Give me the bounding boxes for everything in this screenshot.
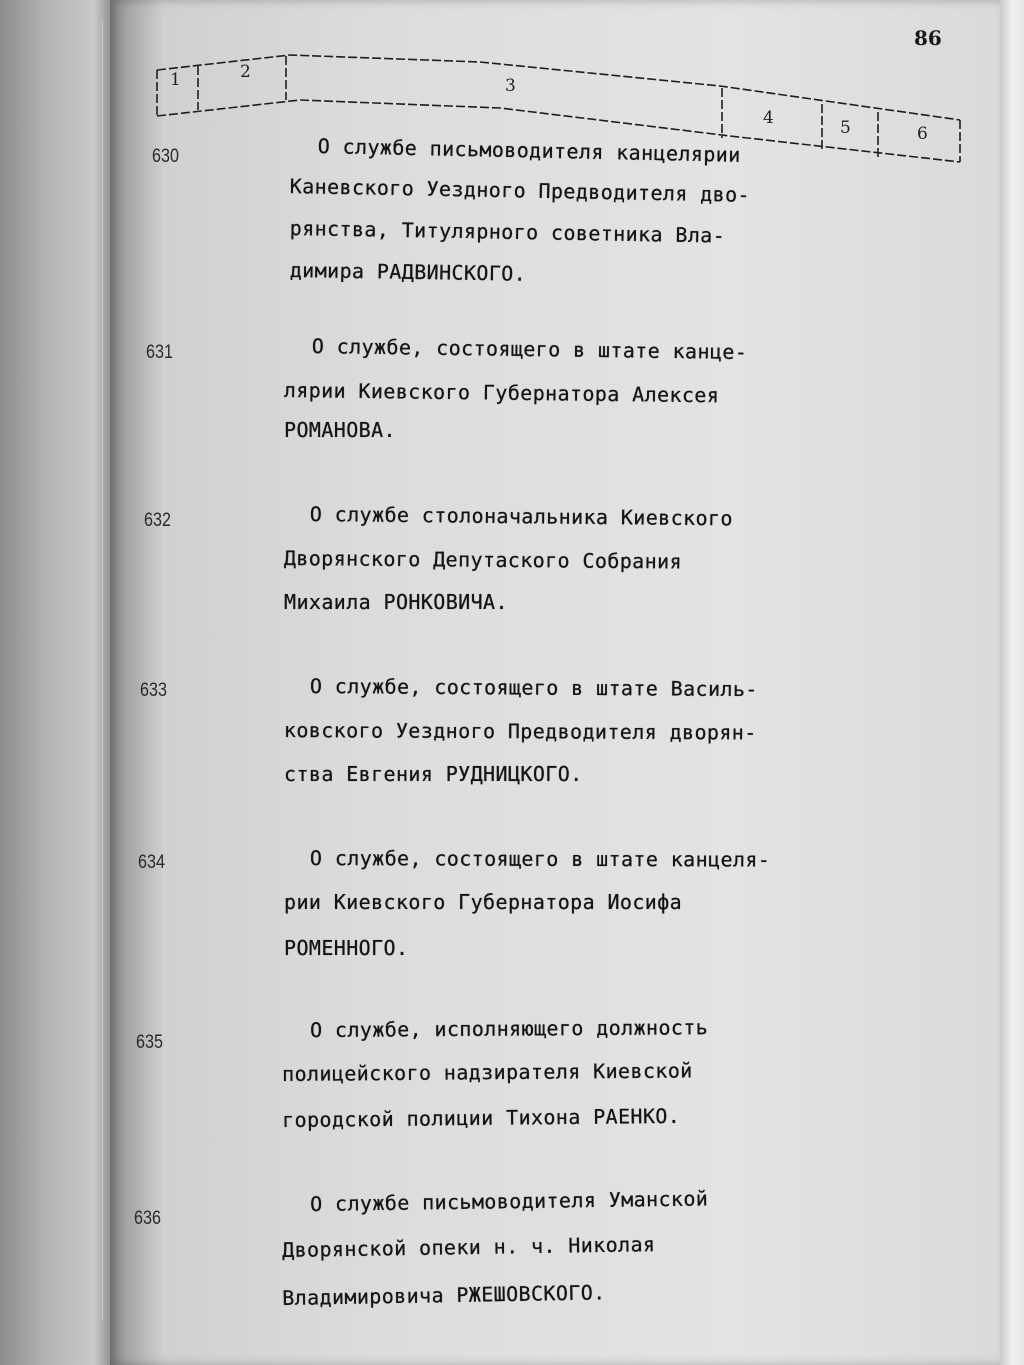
column-label-5: 5 [840, 118, 851, 138]
entry-text-line: О службе, состоящего в штате канцеля- [309, 846, 771, 872]
column-label-1: 1 [170, 70, 181, 90]
entry-text-line: Владимировича РЖЕШОВСКОГО. [282, 1280, 606, 1310]
entry-text-line: О службе, исполняющего должность [310, 1015, 709, 1042]
entry-text-line: О службе, состоящего в штате Василь- [309, 674, 758, 702]
entry-text-line: О службе письмоводителя канцелярии [317, 134, 741, 167]
entry-number: 635 [136, 1032, 163, 1053]
entry-text-line: полицейского надзирателя Киевской [282, 1058, 693, 1086]
column-label-4: 4 [763, 108, 774, 128]
entry-text-line: РОМЕННОГО. [284, 936, 409, 960]
entry-number: 636 [134, 1208, 161, 1229]
entry-text-line: городской полиции Тихона РАЕНКО. [282, 1103, 681, 1132]
entry-text-line: О службе, состоящего в штате канце- [311, 334, 748, 365]
entry-number: 632 [144, 510, 171, 531]
entry-text-line: лярии Киевского Губернатора Алексея [283, 378, 720, 408]
entry-text-line: ковского Уездного Предводителя дворян- [283, 718, 757, 745]
entry-text-line: рии Киевского Губернатора Иосифа [284, 890, 683, 914]
entry-text-line: Каневского Уездного Предводителя дво- [289, 174, 751, 207]
entry-text-line: Михаила РОНКОВИЧА. [284, 590, 508, 614]
column-label-3: 3 [505, 76, 516, 96]
entry-text-line: Дворянского Депутаского Собрания [283, 546, 683, 574]
entry-text-line: Дворянской опеки н. ч. Николая [282, 1232, 656, 1262]
entry-number: 634 [138, 852, 165, 873]
entry-number: 631 [146, 342, 173, 363]
entry-number: 630 [152, 146, 179, 167]
entry-text-line: О службе столоначальника Киевского [309, 502, 733, 531]
column-label-2: 2 [240, 62, 251, 82]
entry-text-line: О службе письмоводителя Уманской [310, 1186, 709, 1216]
left-facing-page [0, 0, 118, 1365]
page-number: 86 [914, 26, 942, 50]
entry-text-line: РОМАНОВА. [284, 418, 396, 442]
page-stack-edge [1000, 0, 1024, 1365]
column-label-6: 6 [917, 124, 928, 144]
page-fold [62, 20, 103, 1320]
entry-number: 633 [140, 680, 167, 701]
entry-text-line: ства Евгения РУДНИЦКОГО. [284, 762, 583, 786]
column-header-frame [0, 0, 1024, 200]
entry-text-line: димира РАДВИНСКОГО. [289, 258, 527, 286]
entry-text-line: рянства, Титулярного советника Вла- [289, 216, 726, 248]
